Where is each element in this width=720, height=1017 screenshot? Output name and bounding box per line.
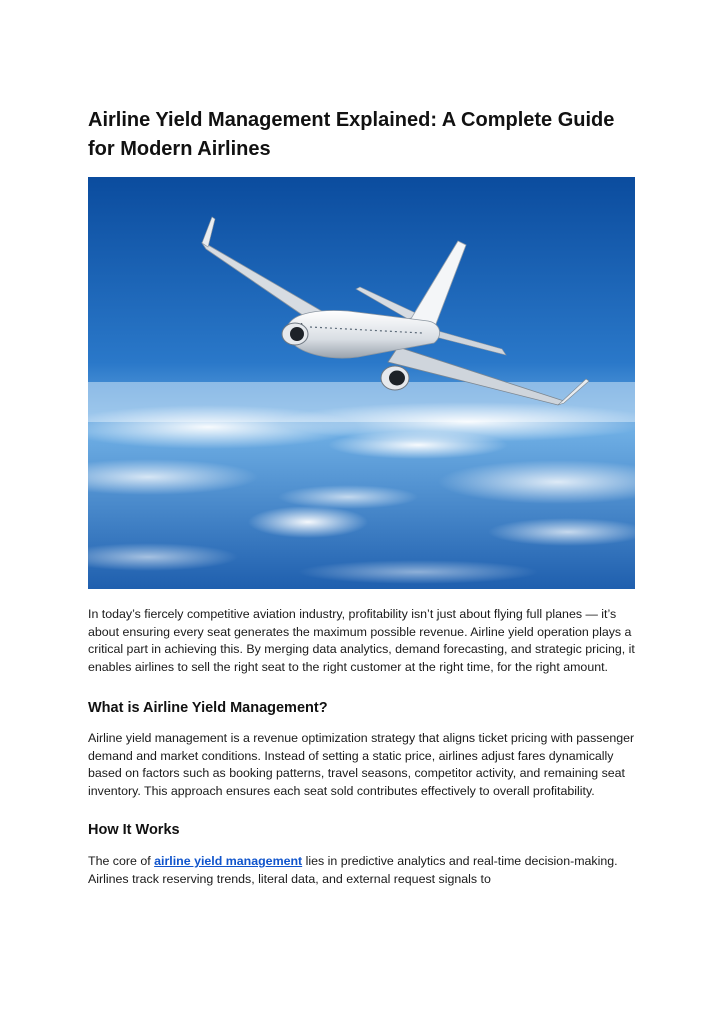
intro-paragraph: In today’s fiercely competitive aviation industry, profitability isn’t just about flying full planes — it’s about ensuring every seat generates the maximum possible revenue. Airline yield operation plays a critical part in achieving this. By merging data analytics, demand forecasting, and strategic pricing, it enables airlines to sell the right seat to the right customer at the right time, for the right amount. xyxy=(88,607,635,674)
article-title-line-1: Airline Yield Management Explained: A Complete Guide xyxy=(88,109,615,131)
airline-yield-management-link[interactable]: airline yield management xyxy=(154,854,303,868)
hero-airplane-image xyxy=(88,177,635,589)
how-it-works-text-before: The core of xyxy=(88,854,155,868)
section-what-is-body: Airline yield management is a revenue optimization strategy that aligns ticket pricing with passenger demand and market conditions. Instead of setting a static price, airlines adjust fares dynamically based on factors such as booking patterns, travel seasons, competitor activity, and remaining seat inventory. This approach ensures each seat sold contributes effectively to overall profitability. xyxy=(88,731,635,798)
section-how-it-works-body xyxy=(88,853,636,888)
how-it-works-text-after: lies in predictive analytics and real-time decision-making. Airlines track reserving trends, literal data, and external request signals to xyxy=(88,854,618,886)
article-title-line-2: for Modern Airlines xyxy=(88,138,271,160)
section-heading-how-it-works: How It Works xyxy=(88,822,180,838)
section-heading-what-is: What is Airline Yield Management? xyxy=(88,700,328,716)
document-page xyxy=(88,106,636,888)
article-title xyxy=(88,106,636,164)
